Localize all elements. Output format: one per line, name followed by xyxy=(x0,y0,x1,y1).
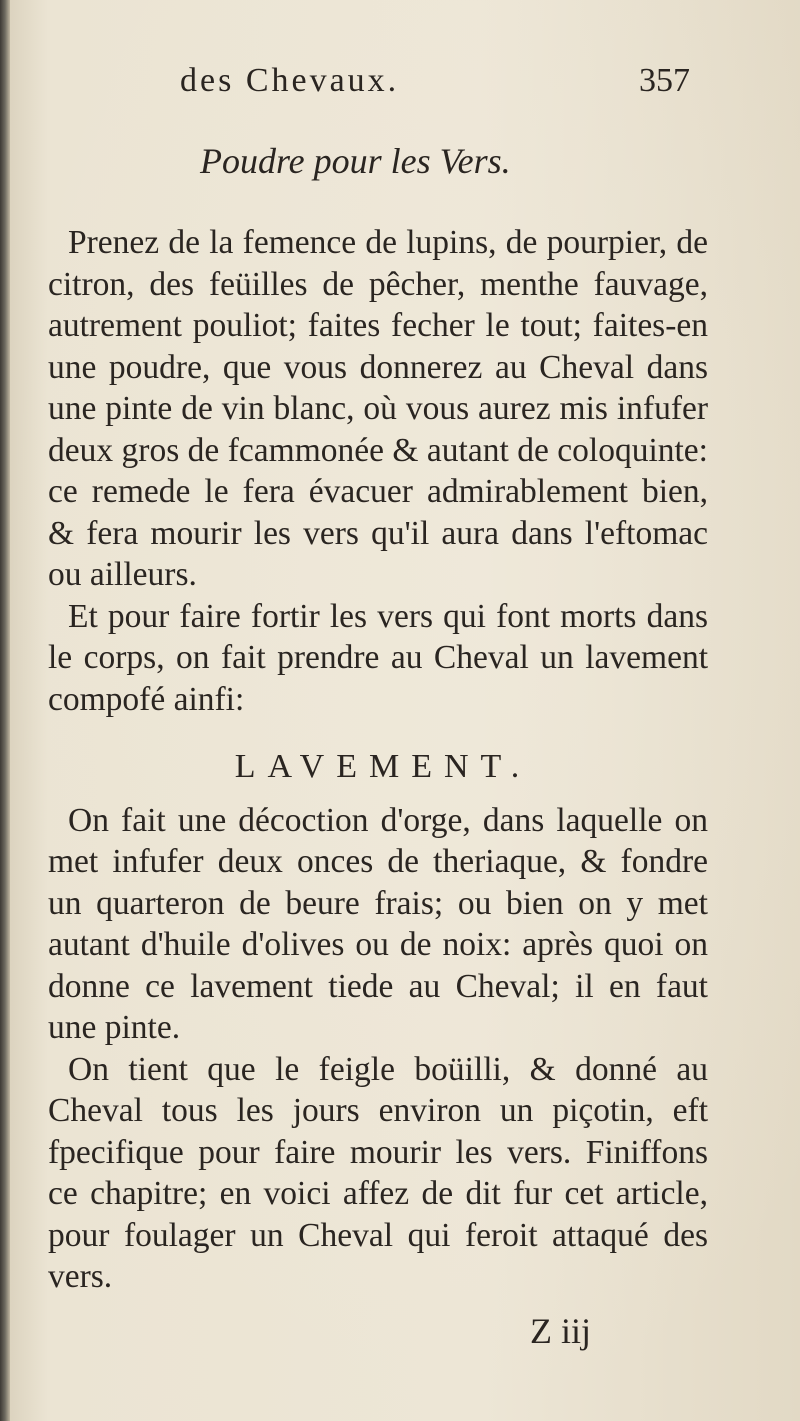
paragraph: Prenez de la femence de lupins, de pourpier, de citron, des feüilles de pêcher, menthe fauvage, autrement pouliot; faites fecher le tout; faites-en une poudre, que vous donnerez au Cheval dans une pinte de vin blanc, où vous aurez mis infufer deux gros de fcammonée & autant de coloquinte: ce remede le fera évacuer admirablement bien, & fera mourir les vers qu'il aura dans l'eftomac ou ailleurs. xyxy=(48,224,708,593)
section-title: Poudre pour les Vers. xyxy=(200,141,511,181)
binding-edge xyxy=(0,0,10,1421)
paragraph: Et pour faire fortir les vers qui font morts dans le corps, on fait prendre au Cheval un lavement compofé ainfi: xyxy=(48,597,708,718)
signature-mark: Z iij xyxy=(530,1311,591,1351)
body-text xyxy=(48,222,708,1298)
running-head: des Chevaux. xyxy=(180,62,400,99)
lavement-heading: LAVEMENT. xyxy=(234,748,532,785)
page-number: 357 xyxy=(639,62,690,99)
page-header xyxy=(150,62,690,112)
paragraph: On fait une décoction d'orge, dans laquelle on met infufer deux onces de theriaque, & fondre un quarteron de beure frais; ou bien on y met autant d'huile d'olives ou de noix: après quoi on donne ce lavement tiede au Cheval; il en faut une pinte. xyxy=(48,801,708,1046)
paragraph: On tient que le feigle boüilli, & donné au Cheval tous les jours environ un piçotin, eft fpecifique pour faire mourir les vers. Finiffons ce chapitre; en voici affez de dit fur cet article, pour foulager un Cheval qui feroit attaqué des vers. xyxy=(48,1050,708,1295)
